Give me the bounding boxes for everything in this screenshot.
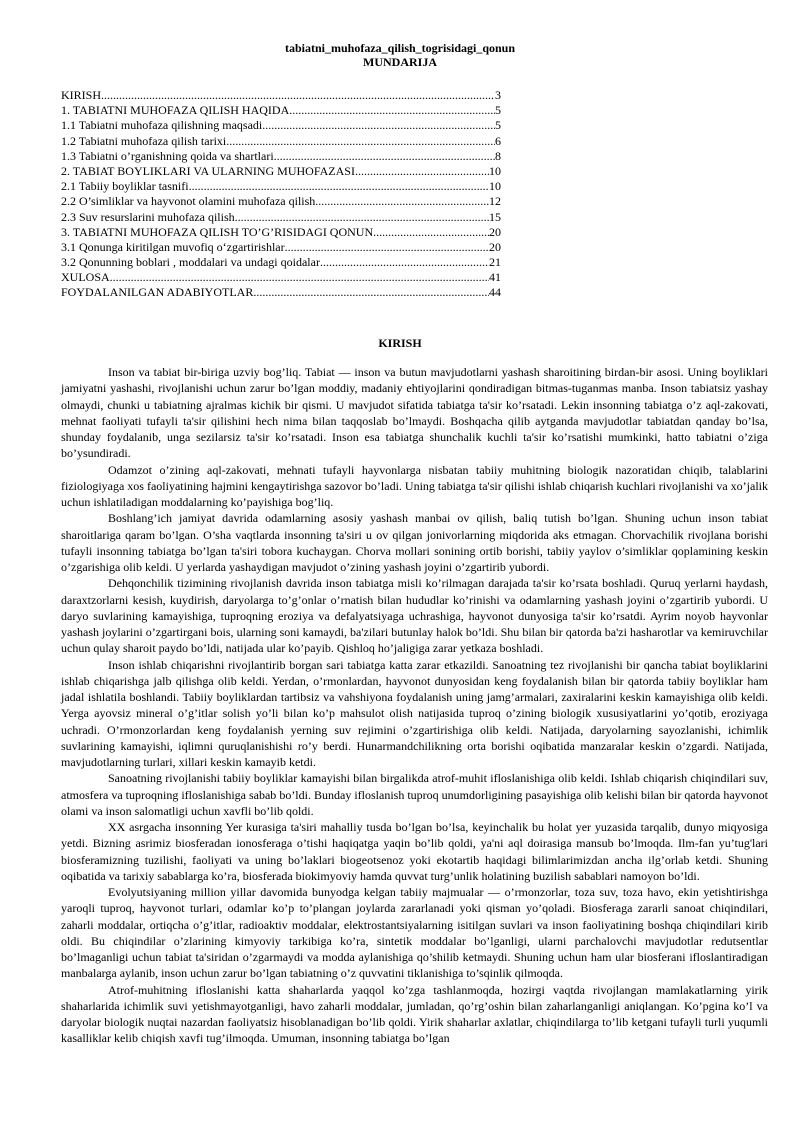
- body-paragraph: Odamzot o’zining aql-zakovati, mehnati tufayli hayvonlarga nisbatan tabiiy muhitning biologik nazoratidan chiqib, talablarini fiziologiyaga xos faoliyatining hajmini kengaytirishga sazovor bo’ladi. Uning tabiatga ta'sir qilishi ishlab chiqarish kuchlari rivojlanishi va xo’jalik uchun ishlatiladigan moddalarning ko’payishiga bog’liq.: [61, 462, 769, 509]
- body-paragraph: Atrof-muhitning ifloslanishi katta shaharlarda yaqqol ko’zga tashlanmoqda, hozirgi vaqtda rivojlangan mamlakatlarning yirik shaharlarida ichimlik suvi yetishmayotganligi, havo zaharli moddalar, jumladan, qo’rg’oshin bilan zaharlanganligi aniqlangan. Ko’pgina ko’l va daryolar biologik nuqtai nazardan faoliyatsiz hisoblanadigan bo’lib qoldi. Yirik shaharlar axlatlar, chiqindilarga to’lib ketgani tufayli turli yuqumli kasalliklar kelib chiqish xavfi tug’ilmoqda. Umuman, insonning tabiatga bo’lgan: [61, 982, 768, 1046]
- toc-leader-dots: [110, 270, 489, 285]
- body-paragraph: XX asrgacha insonning Yer kurasiga ta'siri mahalliy tusda bo’lgan bo’lsa, keyinchalik bu holat yer yuzasida tarqalib, dunyo miqyosiga yetdi. Bizning asrimiz biosferadan ionosferaga o’tishi haqiqatga yaqin bo’lib qoldi, ya'ni aql doirasiga mansub bo’lmoqda. Ilm-fan yu’tug'lari biosferamizning tuzilishi, faoliyati va uning bo’laklari biogeotsenoz yoki ekotartib haqidagi bilimlarimizdan ancha ilg’orlab ketdi. Shuning oqibatida va tarixiy sabablarga ko’ra, biosferada biokimyoviy hamda quvvat turg’unlik holatining buzilish sabablari namoyon bo’ldi.: [61, 820, 768, 883]
- toc-entry-page: 5: [495, 118, 501, 133]
- contents-title: MUNDARIJA: [363, 55, 437, 69]
- toc-entry-page: 15: [489, 209, 501, 224]
- toc-leader-dots: [285, 240, 489, 255]
- body-paragraph: Evolyutsiyaning million yillar davomida bunyodga kelgan tabiiy majmualar — o’rmonzorlar, toza suv, toza havo, ekin yetishtirishga yaroqli tuproq, hayvonot turlari, odamlar ko’p to’plangan joylarda zararlanadi yoki qisman yo’qoladi. Biosferaga zararli sanoat chiqindilari, zaharli moddalar, ortiqcha o’g’itlar, radioaktiv moddalar, elektrostantsiyalarning isitilgan suvlari va inson faoliyatining boshqa chiqindilari kirib oldi. Bu chiqindilar o’zlarining kimyoviy tarkibiga ko’ra, sintetik moddalar bo’lganligi, ularni parchalovchi mavjudotlar redutsentlar bo’lmaganligi uchun tabiat ta'siridan o’zgarmaydi va modda aylanishiga qo’shilib ketmaydi. Shuning uchun ham ular biosferani ifloslantiradigan manbalarga aylanib, inson uchun zarur bo’lgan tabiatning o’z quvvatini tiklanishiga to’sqinlik qilmoqda.: [61, 885, 768, 981]
- toc-entry-text: FOYDALANILGAN ADABIYOTLAR: [61, 285, 254, 300]
- document-filename-title: tabiatni_muhofaza_qilish_togrisidagi_qonun: [284, 41, 516, 55]
- toc-entry[interactable]: [61, 210, 501, 225]
- toc-leader-dots: [289, 103, 495, 118]
- toc-entry-page: 21: [489, 255, 501, 270]
- body-paragraph: Inson va tabiat bir-biriga uzviy bog’liq. Tabiat — inson va butun mavjudotlarni yashash sharoitining birdan-bir asosi. Uning boyliklari jamiyatni yashashi, rivojlanishi uchun zarur bo’lgan moddiy, madaniy ehtiyojlarini qondiradigan bitmas-tuganmas manba. Inson tabiatsiz yashay olmaydi, chunki u tabiatning ajralmas kichik bir qismi. U mavjudot sifatida tabiatga ta'sir ko’rsatadi. Lekin insonning tabiatga o’z aql-zakovati, mehnat faoliyati tufayli ta'sir qilishini hech nima bilan taqqoslab bo’lmaydi. Boshqacha qilib aytganda mavjudotlar tabiatdan qanday bo’lsa, shunday foydalanib, unga sezilarsiz ta'sir ko’rsatadi. Inson esa tabiatga shunchalik kuchli ta'sir ko’rsatishi mumkinki, hatto tabiatni o’ziga bo’ysundiradi.: [61, 365, 768, 461]
- toc-entry-text: 3.2 Qonunning boblari , moddalari va undagi qoidalar: [61, 255, 320, 270]
- toc-entry-text: 2.1 Tabiiy boyliklar tasnifi: [61, 179, 189, 194]
- section-heading: KIRISH: [378, 336, 422, 350]
- toc-entry[interactable]: [61, 255, 501, 270]
- toc-entry-page: 10: [489, 179, 501, 194]
- toc-entry-page: 3: [495, 88, 501, 102]
- toc-entry[interactable]: [61, 164, 501, 179]
- toc-entry-page: 6: [495, 133, 501, 148]
- toc-entry[interactable]: [61, 225, 501, 240]
- toc-leader-dots: [226, 134, 495, 149]
- toc-leader-dots: [101, 88, 495, 103]
- toc-entry[interactable]: [61, 285, 501, 300]
- toc-entry-text: KIRISH: [61, 88, 102, 102]
- toc-entry-text: 1.3 Tabiatni o’rganishning qoida va shartlari: [61, 148, 274, 163]
- body-paragraph: Dehqonchilik tizimining rivojlanish davrida inson tabiatga misli ko’rilmagan darajada ta'sir ko’rsata boshladi. Quruq yerlarni haydash, daraxtzorlarni kesish, kuydirish, daryolarga to’g’onlar o’rnatish bilan hududlar ko’rinishi va odamlarning yashash joyini o’zgartirib yubordi. U daryo suvlarining kamayishiga, tuproqning eroziya va defalyatsiyaga uchrashiga, hayvonot dunyosiga ta'sir ko’rsatdi. Ayrim noyob hayvonlar yashash joylarini o’zgartirgani bois, ularning soni kamaydi, ba'zilari butunlay halok bo’ldi. Shu bilan bir qatorda ba'zi hasharotlar va kemiruvchilar uchun qulay sharoit paydo bo’ldi, natijada ular ko’payib. Qishloq ho’jaligiga zarar yetkaza boshladi.: [61, 576, 768, 656]
- toc-entry[interactable]: [61, 149, 501, 164]
- toc-leader-dots: [320, 255, 489, 270]
- toc-entry-page: 20: [489, 224, 501, 239]
- toc-leader-dots: [373, 225, 489, 240]
- toc-leader-dots: [355, 164, 489, 179]
- toc-entry-page: 20: [489, 239, 501, 254]
- toc-entry-page: 8: [495, 148, 501, 163]
- toc-entry-text: XULOSA: [61, 270, 110, 285]
- toc-entry[interactable]: [61, 179, 501, 194]
- toc-leader-dots: [189, 179, 489, 194]
- toc-entry-text: 3. TABIATNI MUHOFAZA QILISH TO’G’RISIDAGI QONUN: [61, 224, 374, 239]
- toc-entry[interactable]: [61, 194, 501, 209]
- toc-entry[interactable]: [61, 118, 501, 133]
- toc-entry[interactable]: [61, 134, 501, 149]
- toc-entry-text: 1. TABIATNI MUHOFAZA QILISH HAQIDA: [61, 103, 290, 118]
- toc-entry-page: 10: [489, 163, 501, 178]
- toc-leader-dots: [274, 149, 495, 164]
- toc-entry-page: 12: [489, 194, 501, 209]
- toc-entry-text: 2. TABIAT BOYLIKLARI VA ULARNING MUHOFAZASI: [61, 163, 355, 178]
- body-paragraph: Inson ishlab chiqarishni rivojlantirib borgan sari tabiatga katta zarar etkazildi. Sanoatning tez rivojlanishi bir qancha tabiat boyliklarini ishlab chiqarishga jalb qilishga olib keldi. Yerdan, o’rmonlardan, hayvonot dunyosidan keng foydalanish bilan bir qatorda tabiiy boyliklar ham jadal ishlatila boshlandi. Tabiiy boyliklardan tartibsiz va vahshiyona foydalanish uning jamg’armalari, zaxiralarini keskin kamayishiga olib keldi. Yerga ayovsiz mineral o’g’itlar solish yo’li bilan ko’p mahsulot olish natijasida tuproq o’zining biologik xususiyatlarini yo’qotib, eroziyaga uchradi. O’rmonzorlardan keng foydalanish yerning suv rejimini o’zgartirishiga olib keldi. Natijada, daryolarning sayozlanishi, ichimlik suvlarining kamayishi, iqlimni quruqlanishishi ro’y berdi. Hunarmandchilikning orta borishi oqibatida manzaralar keskin o’zgardi. Natijada, mavjudotlarning turlari, xillari keskin kamayib ketdi.: [61, 657, 768, 769]
- section-body: [61, 364, 768, 1047]
- body-paragraph: Boshlang’ich jamiyat davrida odamlarning asosiy yashash manbai ov qilish, baliq tutish bo’lgan. Shuning uchun inson tabiat sharoitlariga qaram bo’lgan. O’sha vaqtlarda insonning ta'siri u ov qilgan jonivorlarning miqdorida aks etmagan. Chorvachilik rivojlana borishi tufayli insonning tabiatga bo’lgan ta'siri tobora kuchaygan. Chorva mollari sonining ortib borishi, tabiiy yaylov o’simliklar qoplamining keskin o’zgarishiga olib keldi. U yerlarda yashaydigan mavjudot o’zining yashash joyini o’zgartirib yubordi.: [61, 511, 768, 574]
- toc-entry-page: 41: [489, 270, 501, 285]
- toc-leader-dots: [235, 210, 489, 225]
- document-header: [0, 41, 800, 69]
- toc-entry-page: 44: [489, 285, 501, 300]
- toc-entry[interactable]: [61, 103, 501, 118]
- toc-leader-dots: [315, 194, 489, 209]
- toc-leader-dots: [253, 285, 489, 300]
- toc-entry[interactable]: [61, 88, 501, 103]
- toc-entry-text: 2.2 O’simliklar va hayvonot olamini muhofaza qilish: [61, 194, 316, 209]
- table-of-contents: [61, 88, 501, 301]
- toc-entry[interactable]: [61, 240, 501, 255]
- toc-entry[interactable]: [61, 270, 501, 285]
- toc-entry-page: 5: [495, 103, 501, 118]
- body-paragraph: Sanoatning rivojlanishi tabiiy boyliklar kamayishi bilan birgalikda atrof-muhit ifloslanishiga olib keldi. Ishlab chiqarish chiqindilari suv, atmosfera va tuproqning ifloslanishiga sabab bo’ldi. Bunday ifloslanish tuproq unumdorligining pasayishiga olib kelishi bilan bir qatorda hayvonot olami va inson salomatligi uchun xavfli bo’lib qoldi.: [61, 771, 768, 818]
- toc-entry-text: 2.3 Suv resurslarini muhofaza qilish: [61, 209, 235, 224]
- toc-entry-text: 1.1 Tabiatni muhofaza qilishning maqsadi: [61, 118, 263, 133]
- toc-entry-text: 1.2 Tabiatni muhofaza qilish tarixi: [61, 133, 227, 148]
- toc-entry-text: 3.1 Qonunga kiritilgan muvofiq o‘zgartirishlar: [61, 239, 285, 254]
- toc-leader-dots: [262, 118, 495, 133]
